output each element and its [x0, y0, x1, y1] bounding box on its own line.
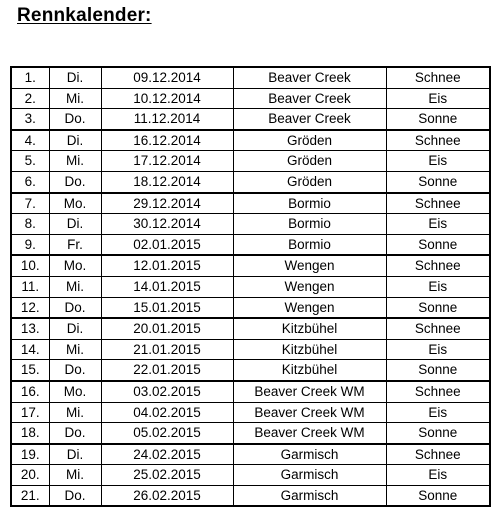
- date-cell: 20.01.2015: [101, 318, 233, 339]
- race-number-cell: 11.: [11, 276, 49, 297]
- location-cell: Gröden: [233, 130, 386, 151]
- weekday-cell: Do.: [49, 297, 101, 318]
- location-cell: Garmisch: [233, 465, 386, 486]
- weekday-cell: Do.: [49, 109, 101, 130]
- weekday-cell: Di.: [49, 318, 101, 339]
- weekday-cell: Do.: [49, 171, 101, 192]
- race-calendar-body: [11, 67, 490, 506]
- weekday-cell: Mo.: [49, 255, 101, 276]
- table-row: [11, 255, 490, 276]
- race-number-cell: 3.: [11, 109, 49, 130]
- condition-cell: Sonne: [386, 171, 490, 192]
- race-number-cell: 16.: [11, 381, 49, 402]
- weekday-cell: Mo.: [49, 381, 101, 402]
- date-cell: 04.02.2015: [101, 402, 233, 423]
- date-cell: 16.12.2014: [101, 130, 233, 151]
- table-row: [11, 151, 490, 172]
- date-cell: 03.02.2015: [101, 381, 233, 402]
- date-cell: 22.01.2015: [101, 360, 233, 381]
- table-row: [11, 276, 490, 297]
- table-row: [11, 297, 490, 318]
- condition-cell: Schnee: [386, 381, 490, 402]
- condition-cell: Schnee: [386, 255, 490, 276]
- condition-cell: Eis: [386, 88, 490, 109]
- location-cell: Wengen: [233, 297, 386, 318]
- condition-cell: Schnee: [386, 193, 490, 214]
- condition-cell: Sonne: [386, 485, 490, 506]
- condition-cell: Schnee: [386, 67, 490, 88]
- race-number-cell: 21.: [11, 485, 49, 506]
- table-row: [11, 381, 490, 402]
- condition-cell: Sonne: [386, 360, 490, 381]
- location-cell: Wengen: [233, 276, 386, 297]
- weekday-cell: Do.: [49, 360, 101, 381]
- weekday-cell: Mo.: [49, 193, 101, 214]
- date-cell: 11.12.2014: [101, 109, 233, 130]
- table-row: [11, 67, 490, 88]
- race-number-cell: 5.: [11, 151, 49, 172]
- table-row: [11, 193, 490, 214]
- date-cell: 26.02.2015: [101, 485, 233, 506]
- table-row: [11, 109, 490, 130]
- location-cell: Beaver Creek: [233, 67, 386, 88]
- condition-cell: Eis: [386, 465, 490, 486]
- weekday-cell: Fr.: [49, 234, 101, 255]
- weekday-cell: Di.: [49, 67, 101, 88]
- date-cell: 30.12.2014: [101, 214, 233, 235]
- location-cell: Beaver Creek WM: [233, 402, 386, 423]
- date-cell: 18.12.2014: [101, 171, 233, 192]
- condition-cell: Sonne: [386, 234, 490, 255]
- race-number-cell: 2.: [11, 88, 49, 109]
- race-number-cell: 1.: [11, 67, 49, 88]
- table-row: [11, 171, 490, 192]
- location-cell: Garmisch: [233, 485, 386, 506]
- condition-cell: Sonne: [386, 109, 490, 130]
- weekday-cell: Mi.: [49, 88, 101, 109]
- location-cell: Garmisch: [233, 444, 386, 465]
- date-cell: 10.12.2014: [101, 88, 233, 109]
- race-number-cell: 6.: [11, 171, 49, 192]
- date-cell: 25.02.2015: [101, 465, 233, 486]
- race-number-cell: 20.: [11, 465, 49, 486]
- race-number-cell: 7.: [11, 193, 49, 214]
- race-number-cell: 4.: [11, 130, 49, 151]
- condition-cell: Schnee: [386, 130, 490, 151]
- weekday-cell: Mi.: [49, 465, 101, 486]
- location-cell: Gröden: [233, 151, 386, 172]
- condition-cell: Eis: [386, 402, 490, 423]
- weekday-cell: Mi.: [49, 151, 101, 172]
- weekday-cell: Do.: [49, 485, 101, 506]
- table-row: [11, 402, 490, 423]
- location-cell: Bormio: [233, 193, 386, 214]
- race-number-cell: 15.: [11, 360, 49, 381]
- table-row: [11, 360, 490, 381]
- location-cell: Kitzbühel: [233, 339, 386, 360]
- date-cell: 05.02.2015: [101, 423, 233, 444]
- race-number-cell: 8.: [11, 214, 49, 235]
- date-cell: 02.01.2015: [101, 234, 233, 255]
- location-cell: Wengen: [233, 255, 386, 276]
- condition-cell: Schnee: [386, 444, 490, 465]
- condition-cell: Sonne: [386, 297, 490, 318]
- condition-cell: Schnee: [386, 318, 490, 339]
- table-row: [11, 130, 490, 151]
- table-row: [11, 88, 490, 109]
- date-cell: 17.12.2014: [101, 151, 233, 172]
- location-cell: Beaver Creek WM: [233, 423, 386, 444]
- race-number-cell: 17.: [11, 402, 49, 423]
- date-cell: 12.01.2015: [101, 255, 233, 276]
- table-row: [11, 234, 490, 255]
- weekday-cell: Mi.: [49, 402, 101, 423]
- weekday-cell: Di.: [49, 444, 101, 465]
- page-title: Rennkalender:: [17, 5, 152, 26]
- location-cell: Beaver Creek WM: [233, 381, 386, 402]
- weekday-cell: Mi.: [49, 339, 101, 360]
- race-number-cell: 13.: [11, 318, 49, 339]
- weekday-cell: Mi.: [49, 276, 101, 297]
- location-cell: Beaver Creek: [233, 109, 386, 130]
- location-cell: Beaver Creek: [233, 88, 386, 109]
- weekday-cell: Di.: [49, 130, 101, 151]
- weekday-cell: Do.: [49, 423, 101, 444]
- date-cell: 14.01.2015: [101, 276, 233, 297]
- table-row: [11, 465, 490, 486]
- location-cell: Kitzbühel: [233, 318, 386, 339]
- race-number-cell: 18.: [11, 423, 49, 444]
- date-cell: 15.01.2015: [101, 297, 233, 318]
- condition-cell: Eis: [386, 276, 490, 297]
- condition-cell: Eis: [386, 214, 490, 235]
- date-cell: 29.12.2014: [101, 193, 233, 214]
- weekday-cell: Di.: [49, 214, 101, 235]
- condition-cell: Sonne: [386, 423, 490, 444]
- table-row: [11, 485, 490, 506]
- date-cell: 09.12.2014: [101, 67, 233, 88]
- race-number-cell: 9.: [11, 234, 49, 255]
- table-row: [11, 423, 490, 444]
- condition-cell: Eis: [386, 339, 490, 360]
- table-row: [11, 214, 490, 235]
- location-cell: Bormio: [233, 234, 386, 255]
- table-row: [11, 339, 490, 360]
- location-cell: Gröden: [233, 171, 386, 192]
- table-row: [11, 318, 490, 339]
- date-cell: 21.01.2015: [101, 339, 233, 360]
- race-number-cell: 10.: [11, 255, 49, 276]
- table-row: [11, 444, 490, 465]
- race-calendar-table: [10, 66, 491, 507]
- location-cell: Bormio: [233, 214, 386, 235]
- condition-cell: Eis: [386, 151, 490, 172]
- race-number-cell: 12.: [11, 297, 49, 318]
- race-number-cell: 19.: [11, 444, 49, 465]
- race-number-cell: 14.: [11, 339, 49, 360]
- location-cell: Kitzbühel: [233, 360, 386, 381]
- date-cell: 24.02.2015: [101, 444, 233, 465]
